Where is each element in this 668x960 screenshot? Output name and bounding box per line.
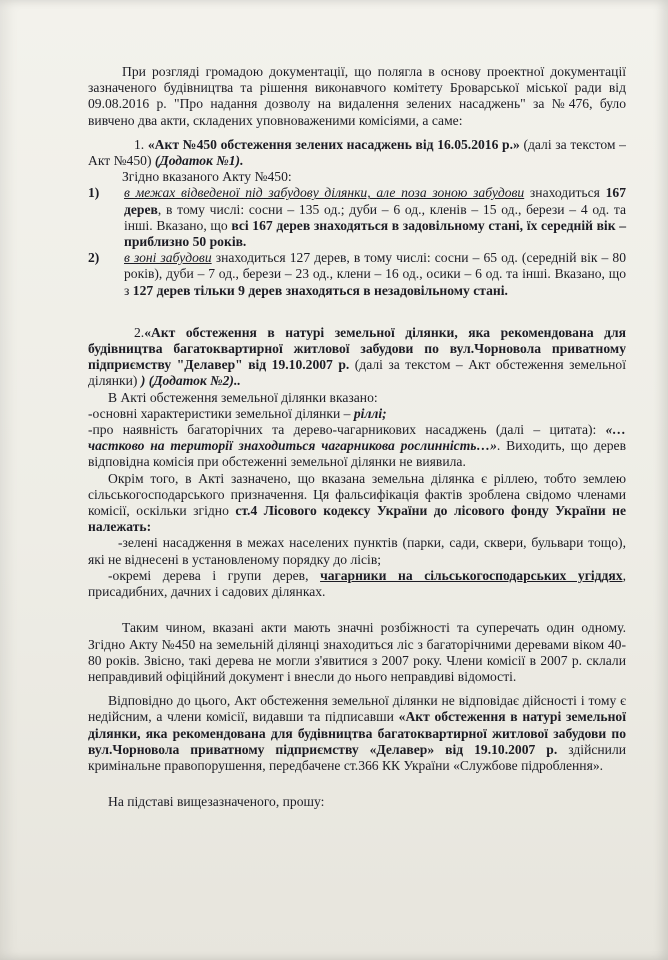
intro-paragraph: При розгляді громадою документації, що полягла в основу проектної документації зазначеного будівництва та рішення виконавчого комітету Броварської міської ради від 09.08.2016 р. "Про надання дозволу на видалення зелених насаджень" за №476, було вивчено два акти, складених уповноваженими комісіями, а саме: — [88, 64, 626, 128]
text-run: Окрім того, в Акті зазначено, що вказана земельна ділянка є ріллею, тобто землею сільськогосподарського призначення. Ця фальсифікація фактів зроблена свідомо членами комісії, оскільки згідно — [88, 470, 626, 519]
act-survey-item — [88, 325, 626, 390]
arable-land-phrase: ріллі; — [353, 405, 387, 421]
in-act-said: В Акті обстеження земельної ділянки вказано: — [108, 389, 378, 405]
attachment-1-ref: (Додаток №1). — [154, 153, 244, 169]
accordingly-paragraph — [88, 693, 626, 774]
text-run: -про наявність багаторічних та дерево-чагарникових насаджень (далі – цитата): — [88, 422, 606, 438]
sub-item-number: 2) — [88, 250, 100, 266]
forest-code-ref: ст.4 Лісового кодексу України до лісового фонду України не належать: — [88, 503, 626, 535]
text-run: здійснили кримінальне правопорушення, передбачене ст.366 КК України «Службове підроблення». — [88, 741, 627, 773]
text-run: знаходиться — [524, 185, 606, 201]
act-survey-alias: (далі за текстом – Акт обстеження земельної ділянки) — [88, 357, 626, 389]
quotation: «…частково на території знаходиться чагарникова рослинність…» — [88, 422, 626, 454]
shrubs-phrase: чагарники на сільськогосподарських угіддях — [320, 567, 623, 583]
sub-item-number: 1) — [88, 185, 100, 201]
sub-item-1 — [88, 185, 626, 250]
sub-item-2 — [88, 250, 626, 299]
item-number: 2. — [134, 324, 145, 340]
act-450-item — [88, 137, 626, 169]
text-run: Відповідно до цього, Акт обстеження земельної ділянки не відповідає дійсності і тому є недійсним, а члени комісії, видавши та підписавши — [88, 693, 626, 725]
act-450-alias: (далі за текстом – Акт №450) — [88, 136, 626, 169]
text-run: , в тому числі: сосни – 135 од.; дуби – 6 од., кленів – 15 од., берези – 4 од. та інші. Вказано, що — [124, 201, 626, 233]
act-survey-title: «Акт обстеження в натурі земельної ділянки, яка рекомендована для будівництва багатоквартирної житлової забудови по вул.Чорновола приватному підприємству "Делавер" від 19.10.2007 р. — [88, 324, 626, 373]
act-survey-title-repeat: «Акт обстеження в натурі земельної ділянки, яка рекомендована для будівництва багатоквартирної житлової забудови по вул.Чорновола приватному підприємству «Делавер» від 19.10.2007 р. — [88, 709, 626, 757]
thus-paragraph: Таким чином, вказані акти мають значні розбіжності та суперечать один одному. Згідно Акту №450 на земельній ділянці знаходиться ліс з багаторічними деревами віком 40-80 років. Звісно, такі дерева не могли з'явитися з 2007 року. Члени комісії в 2007 р. склали неправдивий офіційний документ і внесли до нього неправдиві відомості. — [88, 620, 626, 684]
text-run: знаходиться 127 дерев, в тому числі: сосни – 65 од. (середній вік – 80 років), дуби – 7 од., берези – 23 од., клени – 16 од., осики – 6 од. та інші. Вказано, що з — [124, 250, 626, 298]
document-body — [88, 64, 626, 810]
in-zone-label: в зоні забудови — [124, 250, 212, 266]
act-450-title: «Акт №450 обстеження зелених насаджень від 16.05.2016 р.» — [147, 136, 520, 152]
dash-item-2 — [88, 422, 626, 471]
outside-zone-label: в межах відведеної під забудову ділянки, але поза зоною забудови — [124, 185, 525, 201]
quote-item-2 — [88, 568, 626, 600]
condition-statement: 127 дерев тільки 9 дерев знаходяться в незадовільному стані. — [132, 282, 508, 298]
final-request: На підставі вищезазначеного, прошу: — [108, 794, 325, 810]
dash-item-1 — [88, 406, 626, 422]
item-number: 1. — [134, 136, 145, 152]
tree-count: 167 дерев — [124, 185, 626, 217]
condition-statement: всі 167 дерев знаходяться в задовільному стані, їх середній вік – приблизно 50 років. — [124, 217, 626, 250]
text-run: . Виходить, що дерев відповідна комісія при обстеженні земельної ділянки не виявила. — [88, 438, 627, 470]
according-450-heading: Згідно вказаного Акту №450: — [122, 169, 292, 185]
quote-item-1: -зелені насадження в межах населених пунктів (парки, сади, сквери, бульвари тощо), які не віднесені в установленому порядку до лісів; — [88, 535, 626, 567]
text-run: -окремі дерева і групи дерев, — [108, 567, 321, 583]
text-run: , присадибних, дачних і садових ділянках. — [88, 567, 626, 600]
attachment-2-ref: ) (Додаток №2).. — [140, 373, 241, 389]
text-run: -основні характеристики земельної ділянки – — [88, 405, 354, 421]
besides-paragraph — [88, 471, 626, 536]
